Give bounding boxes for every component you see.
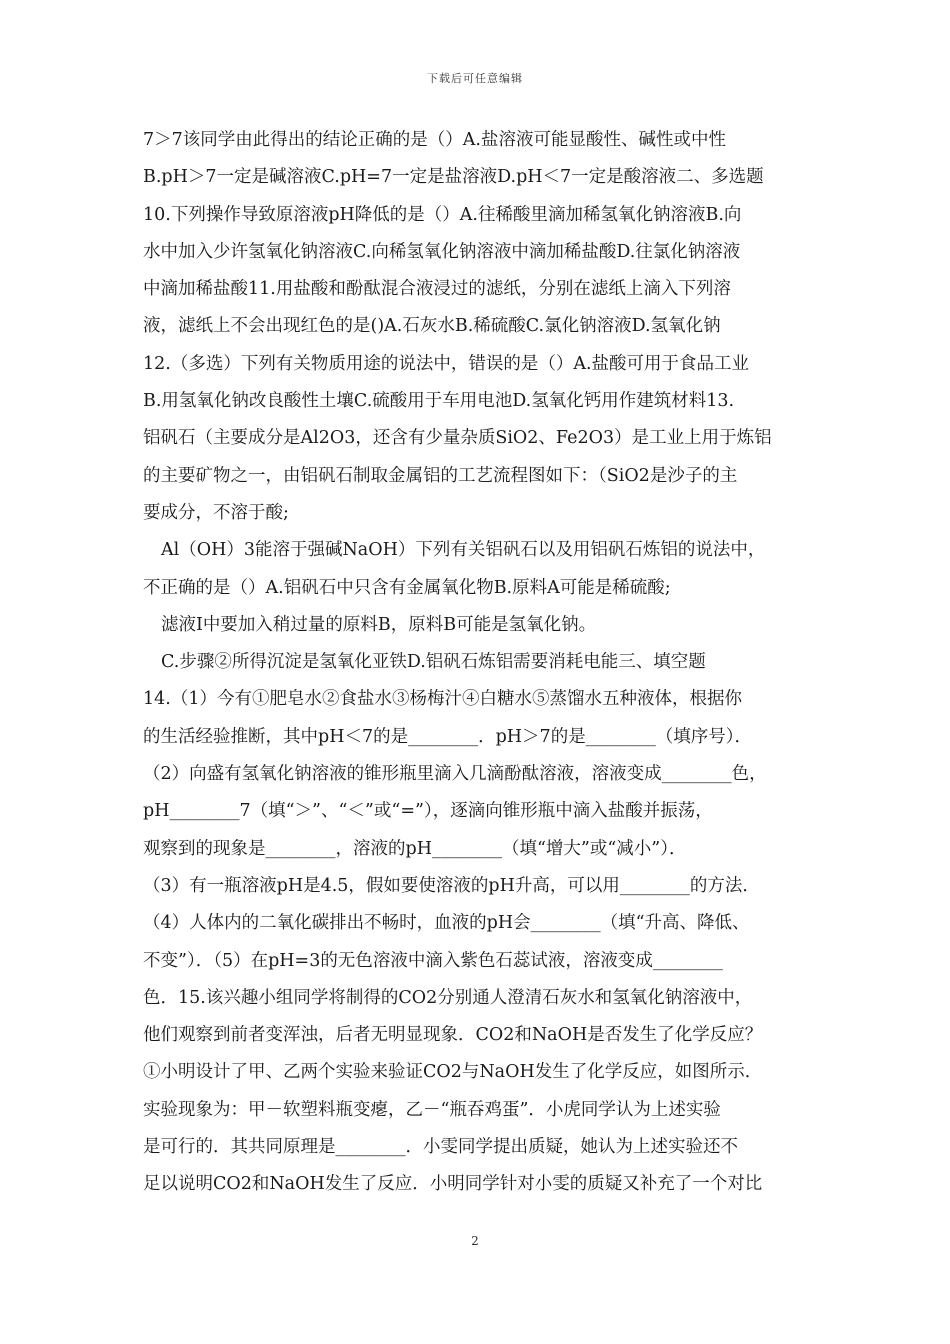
text-line: 14.（1）今有①肥皂水②食盐水③杨梅汁④白糖水⑤蒸馏水五种液体，根据你 — [143, 689, 742, 710]
text-line: 液，滤纸上不会出现红色的是()A.石灰水B.稀硫酸C.氯化钠溶液D.氢氧化钠 — [143, 316, 721, 337]
text-line: 要成分，不溶于酸; — [143, 502, 289, 523]
text-line: ①小明设计了甲、乙两个实验来验证CO2与NaOH发生了化学反应，如图所示． — [143, 1062, 763, 1083]
text-line: 色．15.该兴趣小组同学将制得的CO2分别通人澄清石灰水和氢氧化钠溶液中， — [143, 987, 753, 1008]
text-line: （2）向盛有氢氧化钠溶液的锥形瓶里滴入几滴酚酞溶液，溶液变成________色， — [143, 764, 767, 785]
text-line: 水中加入少许氢氧化钠溶液C.向稀氢氧化钠溶液中滴加稀盐酸D.往氯化钠溶液 — [143, 241, 741, 262]
text-line: 足以说明CO2和NaOH发生了反应．小明同学针对小雯的质疑又补充了一个对比 — [143, 1174, 763, 1195]
page-number: 2 — [471, 1234, 479, 1248]
text-line: B.用氢氧化钠改良酸性土壤C.硫酸用于车用电池D.氢氧化钙用作建筑材料13. — [143, 391, 735, 412]
text-line: 铝矾石（主要成分是Al2O3，还含有少量杂质SiO2、Fe2O3）是工业上用于炼铝 — [143, 428, 772, 449]
text-line: pH________7（填“＞”、“＜”或“=”），逐滴向锥形瓶中滴入盐酸并振荡， — [143, 801, 713, 822]
text-line: 观察到的现象是________，溶液的pH________（填“增大”或“减小”）． — [143, 838, 687, 859]
text-line: B.pH＞7一定是碱溶液C.pH=7一定是盐溶液D.pH＜7一定是酸溶液二、多选题 — [143, 167, 764, 188]
text-line: 实验现象为：甲－软塑料瓶变瘪，乙－“瓶吞鸡蛋”．小虎同学认为上述实验 — [143, 1099, 721, 1120]
text-line: （3）有一瓶溶液pH是4.5，假如要使溶液的pH升高，可以用________的方法． — [143, 875, 760, 896]
text-line: 12.（多选）下列有关物质用途的说法中，错误的是（）A.盐酸可用于食品工业 — [143, 353, 750, 374]
text-line: （4）人体内的二氧化碳排出不畅时，血液的pH会________（填“升高、降低、 — [143, 913, 750, 934]
text-line: 7＞7该同学由此得出的结论正确的是（）A.盐溶液可能显酸性、碱性或中性 — [143, 130, 726, 150]
text-line: 中滴加稀盐酸11.用盐酸和酚酞混合液浸过的滤纸，分别在滤纸上滴入下列溶 — [143, 279, 731, 300]
text-line: C.步骤②所得沉淀是氢氧化亚铁D.铝矾石炼铝需要消耗电能三、填空题 — [161, 652, 706, 673]
page-header: 下载后可任意编辑 — [427, 72, 523, 85]
body-text — [143, 122, 809, 1204]
text-line: 滤液Ⅰ中要加入稍过量的原料B，原料B可能是氢氧化钠。 — [161, 614, 597, 635]
text-line: 是可行的．其共同原理是________．小雯同学提出质疑，她认为上述实验还不 — [143, 1137, 738, 1158]
text-line: 不变”）．（5）在pH=3的无色溶液中滴入紫色石蕊试液，溶液变成________ — [143, 950, 723, 971]
text-line: 的生活经验推断，其中pH＜7的是________．pH＞7的是________（填序号）． — [143, 726, 752, 747]
text-line: 不正确的是（）A.铝矾石中只含有金属氧化物B.原料A可能是稀硫酸; — [143, 577, 671, 598]
text-line: 他们观察到前者变浑浊，后者无明显现象．CO2和NaOH是否发生了化学反应？ — [143, 1025, 763, 1046]
text-line: 的主要矿物之一，由铝矾石制取金属铝的工艺流程图如下：（SiO2是沙子的主 — [143, 465, 738, 486]
text-line: 10.下列操作导致原溶液pH降低的是（）A.往稀酸里滴加稀氢氧化钠溶液B.向 — [143, 204, 742, 225]
text-line: Al（OH）3能溶于强碱NaOH）下列有关铝矾石以及用铝矾石炼铝的说法中， — [161, 540, 766, 561]
